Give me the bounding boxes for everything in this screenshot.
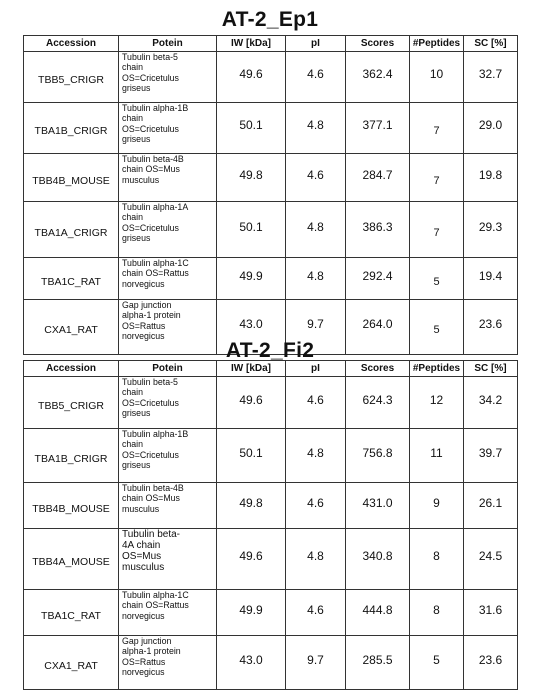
accession-cell: TBB4B_MOUSE <box>24 154 119 202</box>
sc-cell: 23.6 <box>464 300 518 355</box>
peptides-cell: 8 <box>410 590 464 636</box>
protein-cell: Tubulin alpha-1B chain OS=Cricetulus griseus <box>119 103 217 154</box>
header-row <box>24 36 518 52</box>
table-row <box>24 483 518 529</box>
protein-cell: Tubulin beta-4B chain OS=Mus musculus <box>119 483 217 529</box>
header-row <box>24 361 518 377</box>
protein-cell: Tubulin beta- 4A chain OS=Mus musculus <box>119 529 217 590</box>
accession-cell: TBB4B_MOUSE <box>24 483 119 529</box>
iw-cell: 49.8 <box>217 154 286 202</box>
col-header-scores: Scores <box>346 36 410 52</box>
protein-cell: Gap junction alpha-1 protein OS=Rattus norvegicus <box>119 636 217 690</box>
score-cell: 377.1 <box>346 103 410 154</box>
peptides-cell: 7 <box>410 103 464 154</box>
peptides-cell: 5 <box>410 636 464 690</box>
pi-cell: 4.6 <box>286 52 346 103</box>
score-cell: 624.3 <box>346 377 410 429</box>
pi-cell: 9.7 <box>286 636 346 690</box>
score-cell: 292.4 <box>346 258 410 300</box>
protein-cell: Tubulin alpha-1A chain OS=Cricetulus griseus <box>119 202 217 258</box>
table-row <box>24 590 518 636</box>
protein-cell: Tubulin beta-5 chain OS=Cricetulus griseus <box>119 377 217 429</box>
pi-cell: 4.8 <box>286 429 346 483</box>
peptides-cell: 5 <box>410 300 464 355</box>
protein-cell: Gap junction alpha-1 protein OS=Rattus norvegicus <box>119 300 217 355</box>
iw-cell: 49.6 <box>217 52 286 103</box>
table-row <box>24 202 518 258</box>
col-header-protein: Potein <box>119 36 217 52</box>
iw-cell: 43.0 <box>217 300 286 355</box>
score-cell: 756.8 <box>346 429 410 483</box>
iw-cell: 50.1 <box>217 202 286 258</box>
sc-cell: 34.2 <box>464 377 518 429</box>
accession-cell: CXA1_RAT <box>24 636 119 690</box>
table-row <box>24 529 518 590</box>
peptides-cell: 5 <box>410 258 464 300</box>
score-cell: 362.4 <box>346 52 410 103</box>
pi-cell: 4.6 <box>286 154 346 202</box>
pi-cell: 4.8 <box>286 529 346 590</box>
accession-cell: TBA1C_RAT <box>24 258 119 300</box>
table-title-fi2: AT-2_Fi2 <box>225 339 315 362</box>
sc-cell: 31.6 <box>464 590 518 636</box>
table-row <box>24 429 518 483</box>
iw-cell: 49.8 <box>217 483 286 529</box>
table-title-ep1: AT-2_Ep1 <box>221 8 319 31</box>
col-header-scores: Scores <box>346 361 410 377</box>
col-header-peptides: #Peptides <box>410 36 464 52</box>
iw-cell: 50.1 <box>217 429 286 483</box>
sc-cell: 19.8 <box>464 154 518 202</box>
protein-table-fi2 <box>23 360 518 690</box>
accession-cell: TBA1B_CRIGR <box>24 103 119 154</box>
table-row <box>24 154 518 202</box>
col-header-iw: IW [kDa] <box>217 36 286 52</box>
iw-cell: 49.6 <box>217 377 286 429</box>
iw-cell: 43.0 <box>217 636 286 690</box>
protein-cell: Tubulin beta-5 chain OS=Cricetulus griseus <box>119 52 217 103</box>
score-cell: 431.0 <box>346 483 410 529</box>
sc-cell: 39.7 <box>464 429 518 483</box>
peptides-cell: 9 <box>410 483 464 529</box>
col-header-sc: SC [%] <box>464 36 518 52</box>
sc-cell: 23.6 <box>464 636 518 690</box>
score-cell: 386.3 <box>346 202 410 258</box>
accession-cell: TBA1C_RAT <box>24 590 119 636</box>
protein-cell: Tubulin alpha-1C chain OS=Rattus norvegicus <box>119 258 217 300</box>
col-header-pi: pI <box>286 361 346 377</box>
peptides-cell: 10 <box>410 52 464 103</box>
score-cell: 264.0 <box>346 300 410 355</box>
accession-cell: CXA1_RAT <box>24 300 119 355</box>
protein-table-ep1 <box>23 35 518 355</box>
sc-cell: 24.5 <box>464 529 518 590</box>
col-header-peptides: #Peptides <box>410 361 464 377</box>
pi-cell: 4.6 <box>286 483 346 529</box>
col-header-protein: Potein <box>119 361 217 377</box>
score-cell: 340.8 <box>346 529 410 590</box>
accession-cell: TBA1A_CRIGR <box>24 202 119 258</box>
peptides-cell: 7 <box>410 202 464 258</box>
score-cell: 285.5 <box>346 636 410 690</box>
sc-cell: 29.3 <box>464 202 518 258</box>
protein-cell: Tubulin alpha-1B chain OS=Cricetulus griseus <box>119 429 217 483</box>
sc-cell: 19.4 <box>464 258 518 300</box>
score-cell: 284.7 <box>346 154 410 202</box>
protein-cell: Tubulin beta-4B chain OS=Mus musculus <box>119 154 217 202</box>
peptides-cell: 8 <box>410 529 464 590</box>
col-header-iw: IW [kDa] <box>217 361 286 377</box>
col-header-pi: pI <box>286 36 346 52</box>
iw-cell: 49.6 <box>217 529 286 590</box>
pi-cell: 4.8 <box>286 202 346 258</box>
sc-cell: 32.7 <box>464 52 518 103</box>
accession-cell: TBB4A_MOUSE <box>24 529 119 590</box>
table-row <box>24 377 518 429</box>
table-row <box>24 636 518 690</box>
peptides-cell: 12 <box>410 377 464 429</box>
col-header-accession: Accession <box>24 361 119 377</box>
accession-cell: TBB5_CRIGR <box>24 377 119 429</box>
accession-cell: TBA1B_CRIGR <box>24 429 119 483</box>
peptides-cell: 11 <box>410 429 464 483</box>
table-row <box>24 258 518 300</box>
pi-cell: 9.7 <box>286 300 346 355</box>
protein-cell: Tubulin alpha-1C chain OS=Rattus norvegicus <box>119 590 217 636</box>
pi-cell: 4.8 <box>286 258 346 300</box>
table-row <box>24 52 518 103</box>
iw-cell: 49.9 <box>217 258 286 300</box>
sc-cell: 26.1 <box>464 483 518 529</box>
score-cell: 444.8 <box>346 590 410 636</box>
peptides-cell: 7 <box>410 154 464 202</box>
pi-cell: 4.8 <box>286 103 346 154</box>
iw-cell: 50.1 <box>217 103 286 154</box>
col-header-sc: SC [%] <box>464 361 518 377</box>
sc-cell: 29.0 <box>464 103 518 154</box>
pi-cell: 4.6 <box>286 590 346 636</box>
iw-cell: 49.9 <box>217 590 286 636</box>
table-row <box>24 103 518 154</box>
pi-cell: 4.6 <box>286 377 346 429</box>
accession-cell: TBB5_CRIGR <box>24 52 119 103</box>
col-header-accession: Accession <box>24 36 119 52</box>
